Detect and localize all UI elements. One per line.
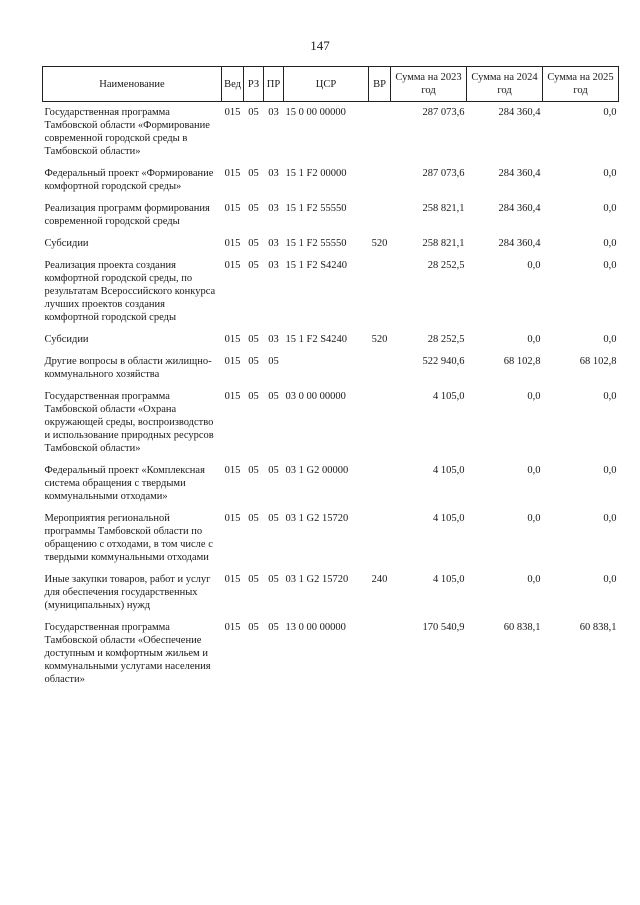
header-name: Наименование	[43, 67, 222, 102]
cell-sum-2025: 0,0	[603, 513, 617, 524]
header-sum-2024: Сумма на 2024 год	[467, 67, 543, 102]
header-vr: ВР	[369, 67, 391, 102]
cell-csr: 15 0 00 00000	[285, 107, 346, 118]
cell-sum-2024: 0,0	[527, 574, 541, 585]
table-row	[43, 617, 619, 691]
cell-ved: 015	[224, 334, 241, 345]
table-row	[43, 386, 619, 460]
cell-vr	[369, 386, 391, 460]
cell-rz: 05	[248, 334, 259, 345]
table-row	[43, 163, 619, 198]
cell-vr	[369, 508, 391, 569]
header-pr: ПР	[264, 67, 284, 102]
cell-sum-2023: 522 940,6	[422, 356, 465, 367]
cell-name: Государственная программа Тамбовской области «Обеспечение доступным и комфортным жильем и коммунальными услугами населения области»	[44, 622, 211, 685]
cell-rz: 05	[248, 513, 259, 524]
cell-sum-2023: 170 540,9	[422, 622, 465, 633]
cell-rz: 05	[248, 203, 259, 214]
cell-rz: 05	[248, 622, 259, 633]
cell-vr: 240	[371, 574, 388, 585]
cell-sum-2025: 68 102,8	[579, 356, 617, 367]
cell-pr: 05	[268, 465, 279, 476]
cell-vr	[369, 351, 391, 386]
cell-sum-2024: 60 838,1	[503, 622, 541, 633]
cell-name: Субсидии	[44, 334, 89, 345]
cell-csr: 03 1 G2 15720	[285, 513, 349, 524]
cell-vr	[369, 198, 391, 233]
cell-rz: 05	[248, 107, 259, 118]
cell-csr: 03 0 00 00000	[285, 391, 346, 402]
cell-csr: 15 1 F2 S4240	[285, 260, 348, 271]
cell-name: Мероприятия региональной программы Тамбовской области по обращению с отходами, в том числе с твердыми коммунальными отходами	[44, 513, 213, 563]
cell-sum-2024: 284 360,4	[498, 203, 541, 214]
cell-vr	[369, 163, 391, 198]
cell-csr: 13 0 00 00000	[285, 622, 346, 633]
table-row	[43, 255, 619, 329]
table-row	[43, 198, 619, 233]
cell-sum-2025: 0,0	[603, 574, 617, 585]
cell-vr: 520	[371, 238, 388, 249]
cell-sum-2025: 0,0	[603, 334, 617, 345]
cell-sum-2024: 0,0	[527, 513, 541, 524]
cell-sum-2023: 28 252,5	[427, 260, 465, 271]
header-sum-2025: Сумма на 2025 год	[543, 67, 619, 102]
cell-sum-2023: 28 252,5	[427, 334, 465, 345]
table-row	[43, 351, 619, 386]
cell-rz: 05	[248, 391, 259, 402]
cell-pr: 03	[268, 334, 279, 345]
cell-pr: 03	[268, 203, 279, 214]
cell-name: Федеральный проект «Комплексная система обращения с твердыми коммунальными отходами»	[44, 465, 205, 502]
cell-ved: 015	[224, 465, 241, 476]
cell-csr: 03 1 G2 15720	[285, 574, 349, 585]
cell-sum-2023: 258 821,1	[422, 238, 465, 249]
cell-sum-2025: 0,0	[603, 107, 617, 118]
cell-sum-2023: 287 073,6	[422, 107, 465, 118]
cell-sum-2024: 0,0	[527, 391, 541, 402]
cell-sum-2024: 0,0	[527, 334, 541, 345]
cell-vr	[369, 617, 391, 691]
cell-ved: 015	[224, 574, 241, 585]
cell-csr: 15 1 F2 55550	[285, 238, 347, 249]
cell-sum-2025: 0,0	[603, 260, 617, 271]
cell-rz: 05	[248, 168, 259, 179]
cell-sum-2025: 0,0	[603, 391, 617, 402]
cell-sum-2024: 284 360,4	[498, 168, 541, 179]
cell-ved: 015	[224, 356, 241, 367]
header-rz: РЗ	[244, 67, 264, 102]
cell-pr: 05	[268, 622, 279, 633]
table-row	[43, 569, 619, 617]
cell-name: Федеральный проект «Формирование комфортной городской среды»	[44, 168, 214, 192]
cell-name: Субсидии	[44, 238, 89, 249]
cell-pr: 03	[268, 238, 279, 249]
cell-sum-2025: 60 838,1	[579, 622, 617, 633]
table-row	[43, 329, 619, 351]
cell-csr: 15 1 F2 S4240	[285, 334, 348, 345]
cell-csr: 03 1 G2 00000	[285, 465, 349, 476]
cell-sum-2023: 4 105,0	[433, 513, 465, 524]
cell-pr: 05	[268, 574, 279, 585]
table-row	[43, 460, 619, 508]
cell-pr: 05	[268, 391, 279, 402]
cell-vr	[369, 460, 391, 508]
cell-csr: 15 1 F2 55550	[285, 203, 347, 214]
cell-name: Государственная программа Тамбовской области «Формирование современной городской среды в Тамбовской области»	[44, 107, 210, 157]
table-row	[43, 102, 619, 164]
cell-name: Государственная программа Тамбовской области «Охрана окружающей среды, воспроизводство и использование природных ресурсов Тамбовской области»	[44, 391, 214, 454]
cell-ved: 015	[224, 203, 241, 214]
cell-rz: 05	[248, 238, 259, 249]
cell-ved: 015	[224, 622, 241, 633]
cell-ved: 015	[224, 391, 241, 402]
cell-csr: 15 1 F2 00000	[285, 168, 347, 179]
budget-table	[42, 66, 619, 691]
cell-name: Реализация программ формирования современной городской среды	[44, 203, 210, 227]
table-row	[43, 508, 619, 569]
cell-ved: 015	[224, 238, 241, 249]
table-row	[43, 233, 619, 255]
cell-pr: 03	[268, 168, 279, 179]
cell-name: Реализация проекта создания комфортной городской среды, по результатам Всероссийского конкурса лучших проектов создания комфортной городской среды	[44, 260, 216, 323]
cell-sum-2025: 0,0	[603, 238, 617, 249]
page-number: 147	[310, 38, 330, 53]
cell-sum-2025: 0,0	[603, 168, 617, 179]
cell-rz: 05	[248, 465, 259, 476]
cell-sum-2024: 284 360,4	[498, 107, 541, 118]
cell-name: Иные закупки товаров, работ и услуг для обеспечения государственных (муниципальных) нужд	[44, 574, 211, 611]
cell-sum-2023: 258 821,1	[422, 203, 465, 214]
cell-rz: 05	[248, 356, 259, 367]
cell-ved: 015	[224, 107, 241, 118]
cell-sum-2024: 0,0	[527, 260, 541, 271]
cell-pr: 05	[268, 356, 279, 367]
cell-sum-2023: 4 105,0	[433, 391, 465, 402]
cell-sum-2024: 0,0	[527, 465, 541, 476]
cell-vr	[369, 255, 391, 329]
cell-sum-2025: 0,0	[603, 465, 617, 476]
cell-pr: 05	[268, 513, 279, 524]
header-sum-2023: Сумма на 2023 год	[391, 67, 467, 102]
cell-rz: 05	[248, 574, 259, 585]
cell-sum-2023: 4 105,0	[433, 574, 465, 585]
header-ved: Вед	[222, 67, 244, 102]
cell-sum-2023: 287 073,6	[422, 168, 465, 179]
cell-sum-2024: 68 102,8	[503, 356, 541, 367]
cell-name: Другие вопросы в области жилищно-коммунального хозяйства	[44, 356, 212, 380]
cell-csr	[284, 351, 369, 386]
header-csr: ЦСР	[284, 67, 369, 102]
table-body	[43, 102, 619, 692]
cell-ved: 015	[224, 260, 241, 271]
cell-vr	[369, 102, 391, 164]
cell-ved: 015	[224, 168, 241, 179]
cell-sum-2023: 4 105,0	[433, 465, 465, 476]
cell-pr: 03	[268, 260, 279, 271]
cell-sum-2024: 284 360,4	[498, 238, 541, 249]
table-header-row	[43, 67, 619, 102]
cell-sum-2025: 0,0	[603, 203, 617, 214]
cell-vr: 520	[371, 334, 388, 345]
cell-rz: 05	[248, 260, 259, 271]
cell-ved: 015	[224, 513, 241, 524]
cell-pr: 03	[268, 107, 279, 118]
